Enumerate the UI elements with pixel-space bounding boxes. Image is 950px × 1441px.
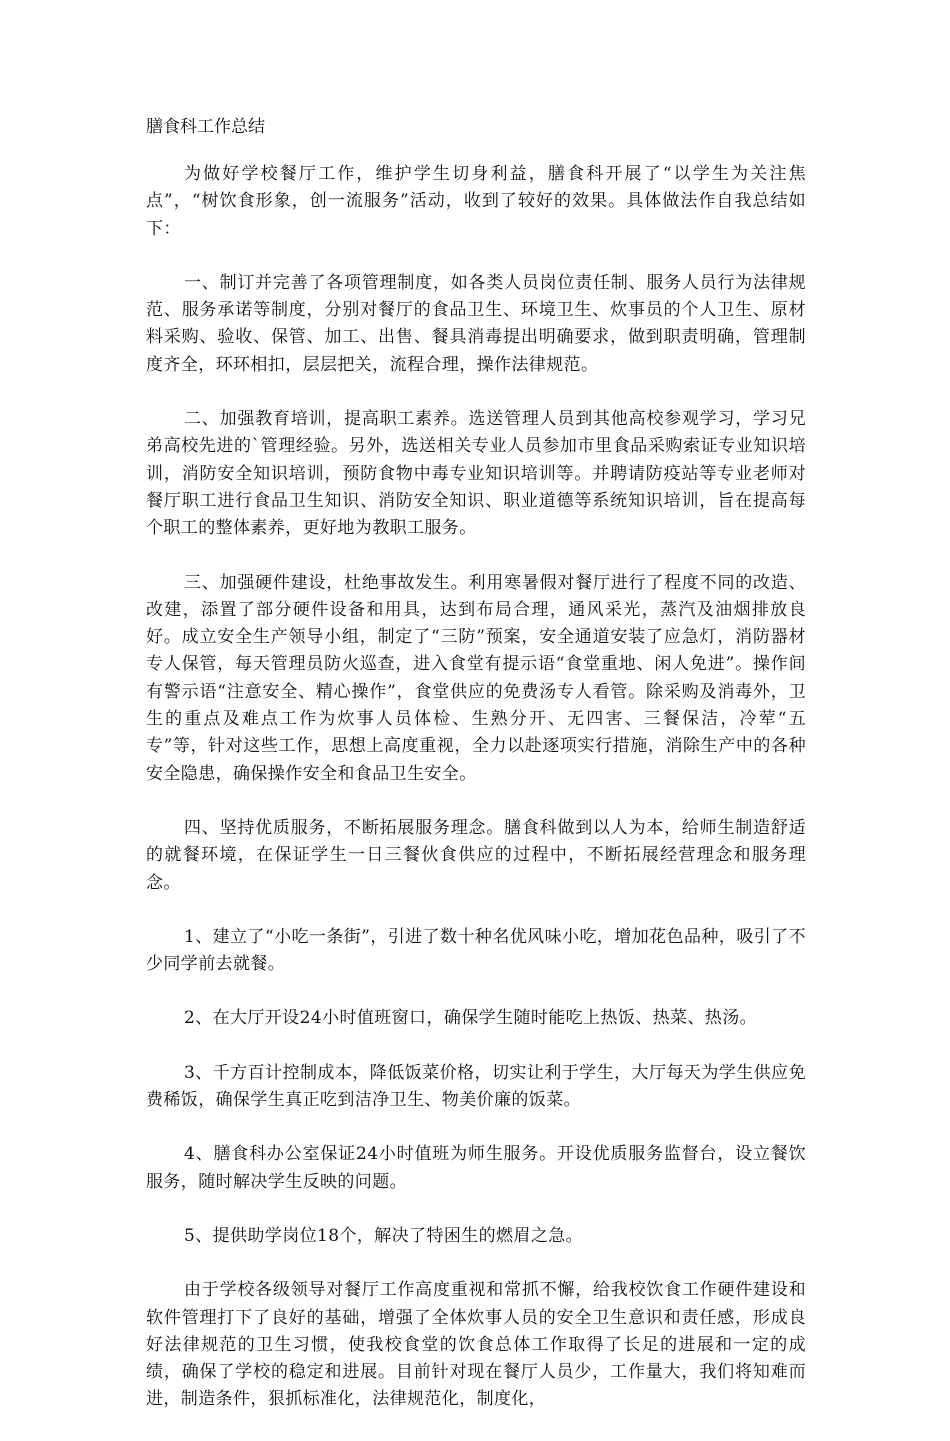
paragraph-section-3: 三、加强硬件建设，杜绝事故发生。利用寒暑假对餐厅进行了程度不同的改造、改建，添置了部分硬件设备和用具，达到布局合理，通风采光，蒸汽及油烟排放良好。成立安全生产领导小组，制定了“三防”预案，安全通道安装了应急灯，消防器材专人保管，每天管理员防火巡查，进入食堂有提示语“食堂重地、闲人免进”。操作间有警示语“注意安全、精心操作”，食堂供应的免费汤专人看管。除采购及消毒外，卫生的重点及难点工作为炊事人员体检、生熟分开、无四害、三餐保洁，冷荤“五专”等，针对这些工作，思想上高度重视，全力以赴逐项实行措施，消除生产中的各种安全隐患，确保操作安全和食品卫生安全。 — [146, 572, 806, 784]
paragraph-section-2: 二、加强教育培训，提高职工素养。选送管理人员到其他高校参观学习，学习兄弟高校先进的`管理经验。另外，选送相关专业人员参加市里食品采购索证专业知识培训，消防安全知识培训，预防食物中毒专业知识培训等。并聘请防疫站等专业老师对餐厅职工进行食品卫生知识、消防安全知识、职业道德等系统知识培训，旨在提高每个职工的整体素养，更好地为教职工服务。 — [146, 409, 806, 539]
paragraph-intro: 为做好学校餐厅工作，维护学生切身利益，膳食科开展了“以学生为关注焦点”，“树饮食形象，创一流服务”活动，收到了较好的效果。具体做法作自我总结如下： — [146, 164, 806, 239]
paragraph-section-4: 四、坚持优质服务，不断拓展服务理念。膳食科做到以人为本，给师生制造舒适的就餐环境，在保证学生一日三餐伙食供应的过程中，不断拓展经营理念和服务理念。 — [146, 817, 806, 893]
paragraph-item-1: 1、建立了“小吃一条街”，引进了数十种名优风味小吃，增加花色品种，吸引了不少同学前去就餐。 — [146, 926, 806, 975]
paragraph-item-5: 5、提供助学岗位18个，解决了特困生的燃眉之急。 — [184, 1225, 584, 1246]
document-title: 膳食科工作总结 — [146, 117, 265, 137]
paragraph-item-2: 2、在大厅开设24小时值班窗口，确保学生随时能吃上热饭、热菜、热汤。 — [184, 1008, 758, 1029]
paragraph-conclusion: 由于学校各级领导对餐厅工作高度重视和常抓不懈，给我校饮食工作硬件建设和软件管理打下了良好的基础，增强了全体炊事人员的安全卫生意识和责任感，形成良好法律规范的卫生习惯，使我校食堂的饮食总体工作取得了长足的进展和一定的成绩，确保了学校的稳定和进展。目前针对现在餐厅人员少，工作量大，我们将知难而进，制造条件，狠抓标准化，法律规范化，制度化， — [146, 1280, 806, 1410]
paragraph-section-1: 一、制订并完善了各项管理制度，如各类人员岗位责任制、服务人员行为法律规范、服务承诺等制度，分别对餐厅的食品卫生、环境卫生、炊事员的个人卫生、原材料采购、验收、保管、加工、出售、餐具消毒提出明确要求，做到职责明确，管理制度齐全，环环相扣，层层把关，流程合理，操作法律规范。 — [146, 272, 806, 375]
paragraph-item-4: 4、膳食科办公室保证24小时值班为师生服务。开设优质服务监督台，设立餐饮服务，随时解决学生反映的问题。 — [146, 1144, 806, 1192]
paragraph-item-3: 3、千方百计控制成本，降低饭菜价格，切实让利于学生，大厅每天为学生供应免费稀饭，确保学生真正吃到洁净卫生、物美价廉的饭菜。 — [146, 1062, 806, 1111]
document-page — [146, 114, 806, 1441]
